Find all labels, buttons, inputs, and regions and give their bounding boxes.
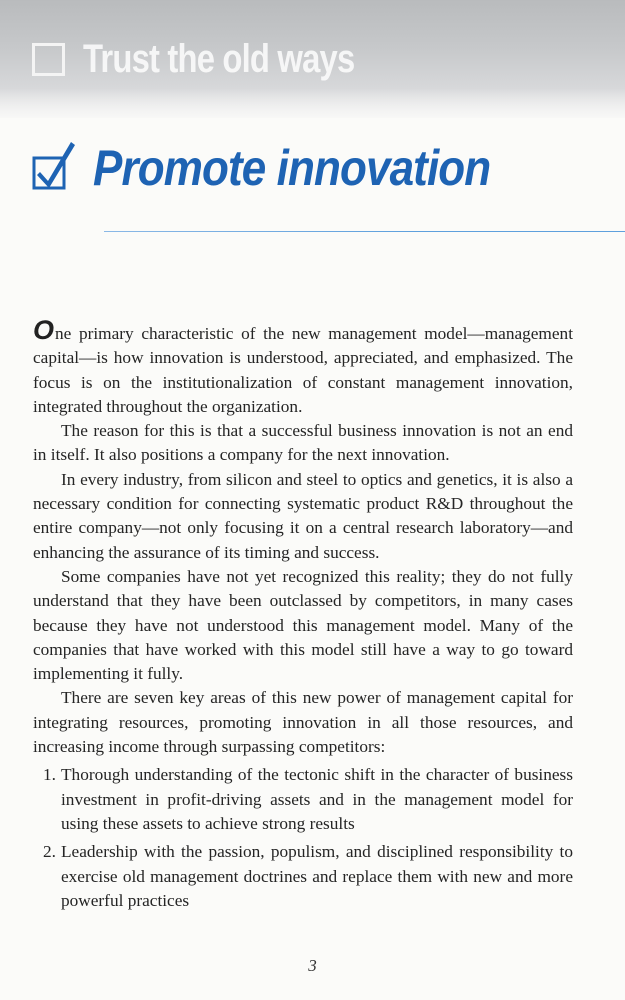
key-areas-list	[33, 763, 573, 913]
paragraph: Some companies have not yet recognized this reality; they do not fully understand that they have been outclassed by competitors, in many cases because they have not understood this management model. Many of the companies that have worked with this model still have a way to go toward implementing it fully.	[33, 566, 573, 684]
empty-checkbox-icon	[32, 43, 65, 76]
header-band-fade	[0, 88, 625, 128]
paragraph: In every industry, from silicon and steel to optics and genetics, it is also a necessary condition for connecting systematic product R&D throughout the entire company—not only focusing it on a central research laboratory—and enhancing the assurance of its timing and success.	[33, 469, 573, 562]
drop-cap: O	[33, 315, 55, 345]
paragraph: The reason for this is that a successful business innovation is not an end in itself. It also positions a company for the next innovation.	[33, 421, 573, 465]
list-item-text: Leadership with the passion, populism, and disciplined responsibility to exercise old management doctrines and replace them with new and more powerful practices	[61, 842, 573, 910]
list-item	[33, 763, 573, 836]
page-title: Promote innovation	[93, 140, 491, 196]
old-option-title: Trust the old ways	[83, 36, 355, 81]
paragraph-text: ne primary characteristic of the new management model—management capital—is how innovation is understood, appreciated, and emphasized. The focus is on the institutionalization of constant management innovation, integrated throughout the organization.	[33, 324, 573, 416]
list-item	[33, 840, 573, 913]
list-item-text: Thorough understanding of the tectonic shift in the character of business investment in profit-driving assets and in the management model for using these assets to achieve strong results	[61, 765, 573, 833]
paragraph: There are seven key areas of this new power of management capital for integrating resources, promoting innovation in all those resources, and increasing income through surpassing competitors:	[33, 688, 573, 757]
paragraph	[33, 315, 573, 419]
checked-checkbox-icon	[31, 138, 83, 198]
list-item-number: 1.	[43, 765, 56, 785]
body-text	[33, 315, 573, 913]
old-option-row	[32, 34, 414, 84]
page-number: 3	[308, 956, 317, 975]
list-item-number: 2.	[43, 842, 56, 862]
title-divider	[104, 231, 625, 232]
new-option-row	[31, 128, 544, 208]
